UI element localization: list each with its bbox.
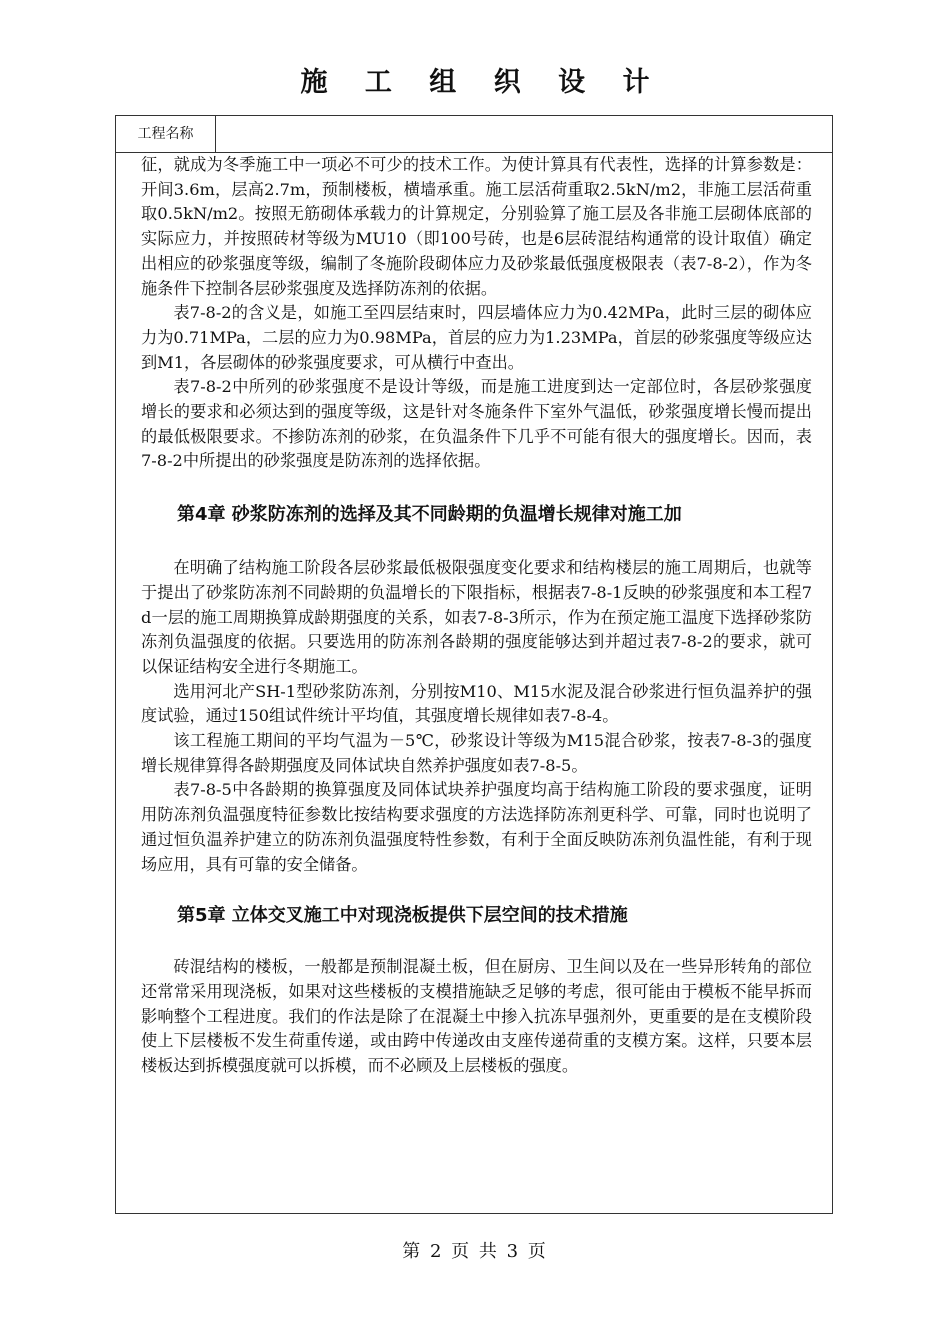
- chapter-4-paragraph-1: 在明确了结构施工阶段各层砂浆最低极限强度变化要求和结构楼层的施工周期后，也就等于提出了砂浆防冻剂不同龄期的负温增长的下限指标，根据表7-8-1反映的砂浆强度和本工程7d一层的施工周期换算成龄期强度的关系，如表7-8-3所示，作为在预定施工温度下选择砂浆防冻剂负温强度的依据。只要选用的防冻剂各龄期的强度能够达到并超过表7-8-2的要求，就可以保证结构安全进行冬期施工。: [141, 558, 812, 676]
- paragraph-intro-1: 征，就成为冬季施工中一项必不可少的技术工作。为使计算具有代表性，选择的计算参数是：开间3.6m，层高2.7m，预制楼板，横墙承重。施工层活荷重取2.5kN/m2，非施工层活荷重取0.5kN/m2。按照无筋砌体承载力的计算规定，分别验算了施工层及各非施工层砌体底部的实际应力，并按照砖材等级为MU10（即100号砖，也是6层砖混结构通常的设计取值）确定出相应的砂浆强度等级，编制了冬施阶段砌体应力及砂浆最低强度极限表（表7-8-2），作为冬施条件下控制各层砂浆强度及选择防冻剂的依据。: [141, 155, 812, 298]
- page-footer: 第 2 页 共 3 页: [402, 1241, 548, 1262]
- project-name-label: 工程名称: [116, 116, 216, 152]
- chapter-4-paragraph-2: 选用河北产SH-1型砂浆防冻剂，分别按M10、M15水泥及混合砂浆进行恒负温养护的强度试验，通过150组试件统计平均值，其强度增长规律如表7-8-4。: [141, 681, 812, 726]
- chapter-4-paragraph-3: 该工程施工期间的平均气温为－5℃，砂浆设计等级为M15混合砂浆，按表7-8-3的强度增长规律算得各龄期强度及同体试块自然养护强度如表7-8-5。: [141, 731, 812, 775]
- project-name-value: [216, 116, 832, 152]
- chapter-4-heading: 第4章 砂浆防冻剂的选择及其不同龄期的负温增长规律对施工加: [177, 504, 682, 526]
- chapter-5-heading: 第5章 立体交叉施工中对现浇板提供下层空间的技术措施: [177, 905, 628, 927]
- document-title: 施 工 组 织 设 计: [300, 67, 664, 98]
- body-text: [141, 153, 812, 1079]
- paragraph-intro-3: 表7-8-2中所列的砂浆强度不是设计等级，而是施工进度到达一定部位时，各层砂浆强度增长的要求和必须达到的强度等级，这是针对冬施条件下室外气温低，砂浆强度增长慢而提出的最低极限要求。不掺防冻剂的砂浆，在负温条件下几乎不可能有很大的强度增长。因而，表7-8-2中所提出的砂浆强度是防冻剂的选择依据。: [141, 377, 812, 471]
- form-frame: [115, 115, 833, 1214]
- paragraph-intro-2: 表7-8-2的含义是，如施工至四层结束时，四层墙体应力为0.42MPa，此时三层的砌体应力为0.71MPa，二层的应力为0.98MPa，首层的应力为1.23MPa，首层的砂浆强度等级应达到M1，各层砌体的砂浆强度要求，可从横行中查出。: [141, 303, 812, 372]
- chapter-4-paragraph-4: 表7-8-5中各龄期的换算强度及同体试块养护强度均高于结构施工阶段的要求强度，证明用防冻剂负温强度特征参数比按结构要求强度的方法选择防冻剂更科学、可靠，同时也说明了通过恒负温养护建立的防冻剂负温强度特性参数，有利于全面反映防冻剂负温性能，有利于现场应用，具有可靠的安全储备。: [141, 780, 812, 874]
- chapter-5-paragraph-1: 砖混结构的楼板，一般都是预制混凝土板，但在厨房、卫生间以及在一些异形转角的部位还常常采用现浇板，如果对这些楼板的支模措施缺乏足够的考虑，很可能由于模板不能早拆而影响整个工程进度。我们的作法是除了在混凝土中掺入抗冻早强剂外，更重要的是在支模阶段使上下层楼板不发生荷重传递，或由跨中传递改由支座传递荷重的支模方案。这样，只要本层楼板达到拆模强度就可以拆模，而不必顾及上层楼板的强度。: [141, 957, 812, 1076]
- project-name-row: [116, 116, 832, 153]
